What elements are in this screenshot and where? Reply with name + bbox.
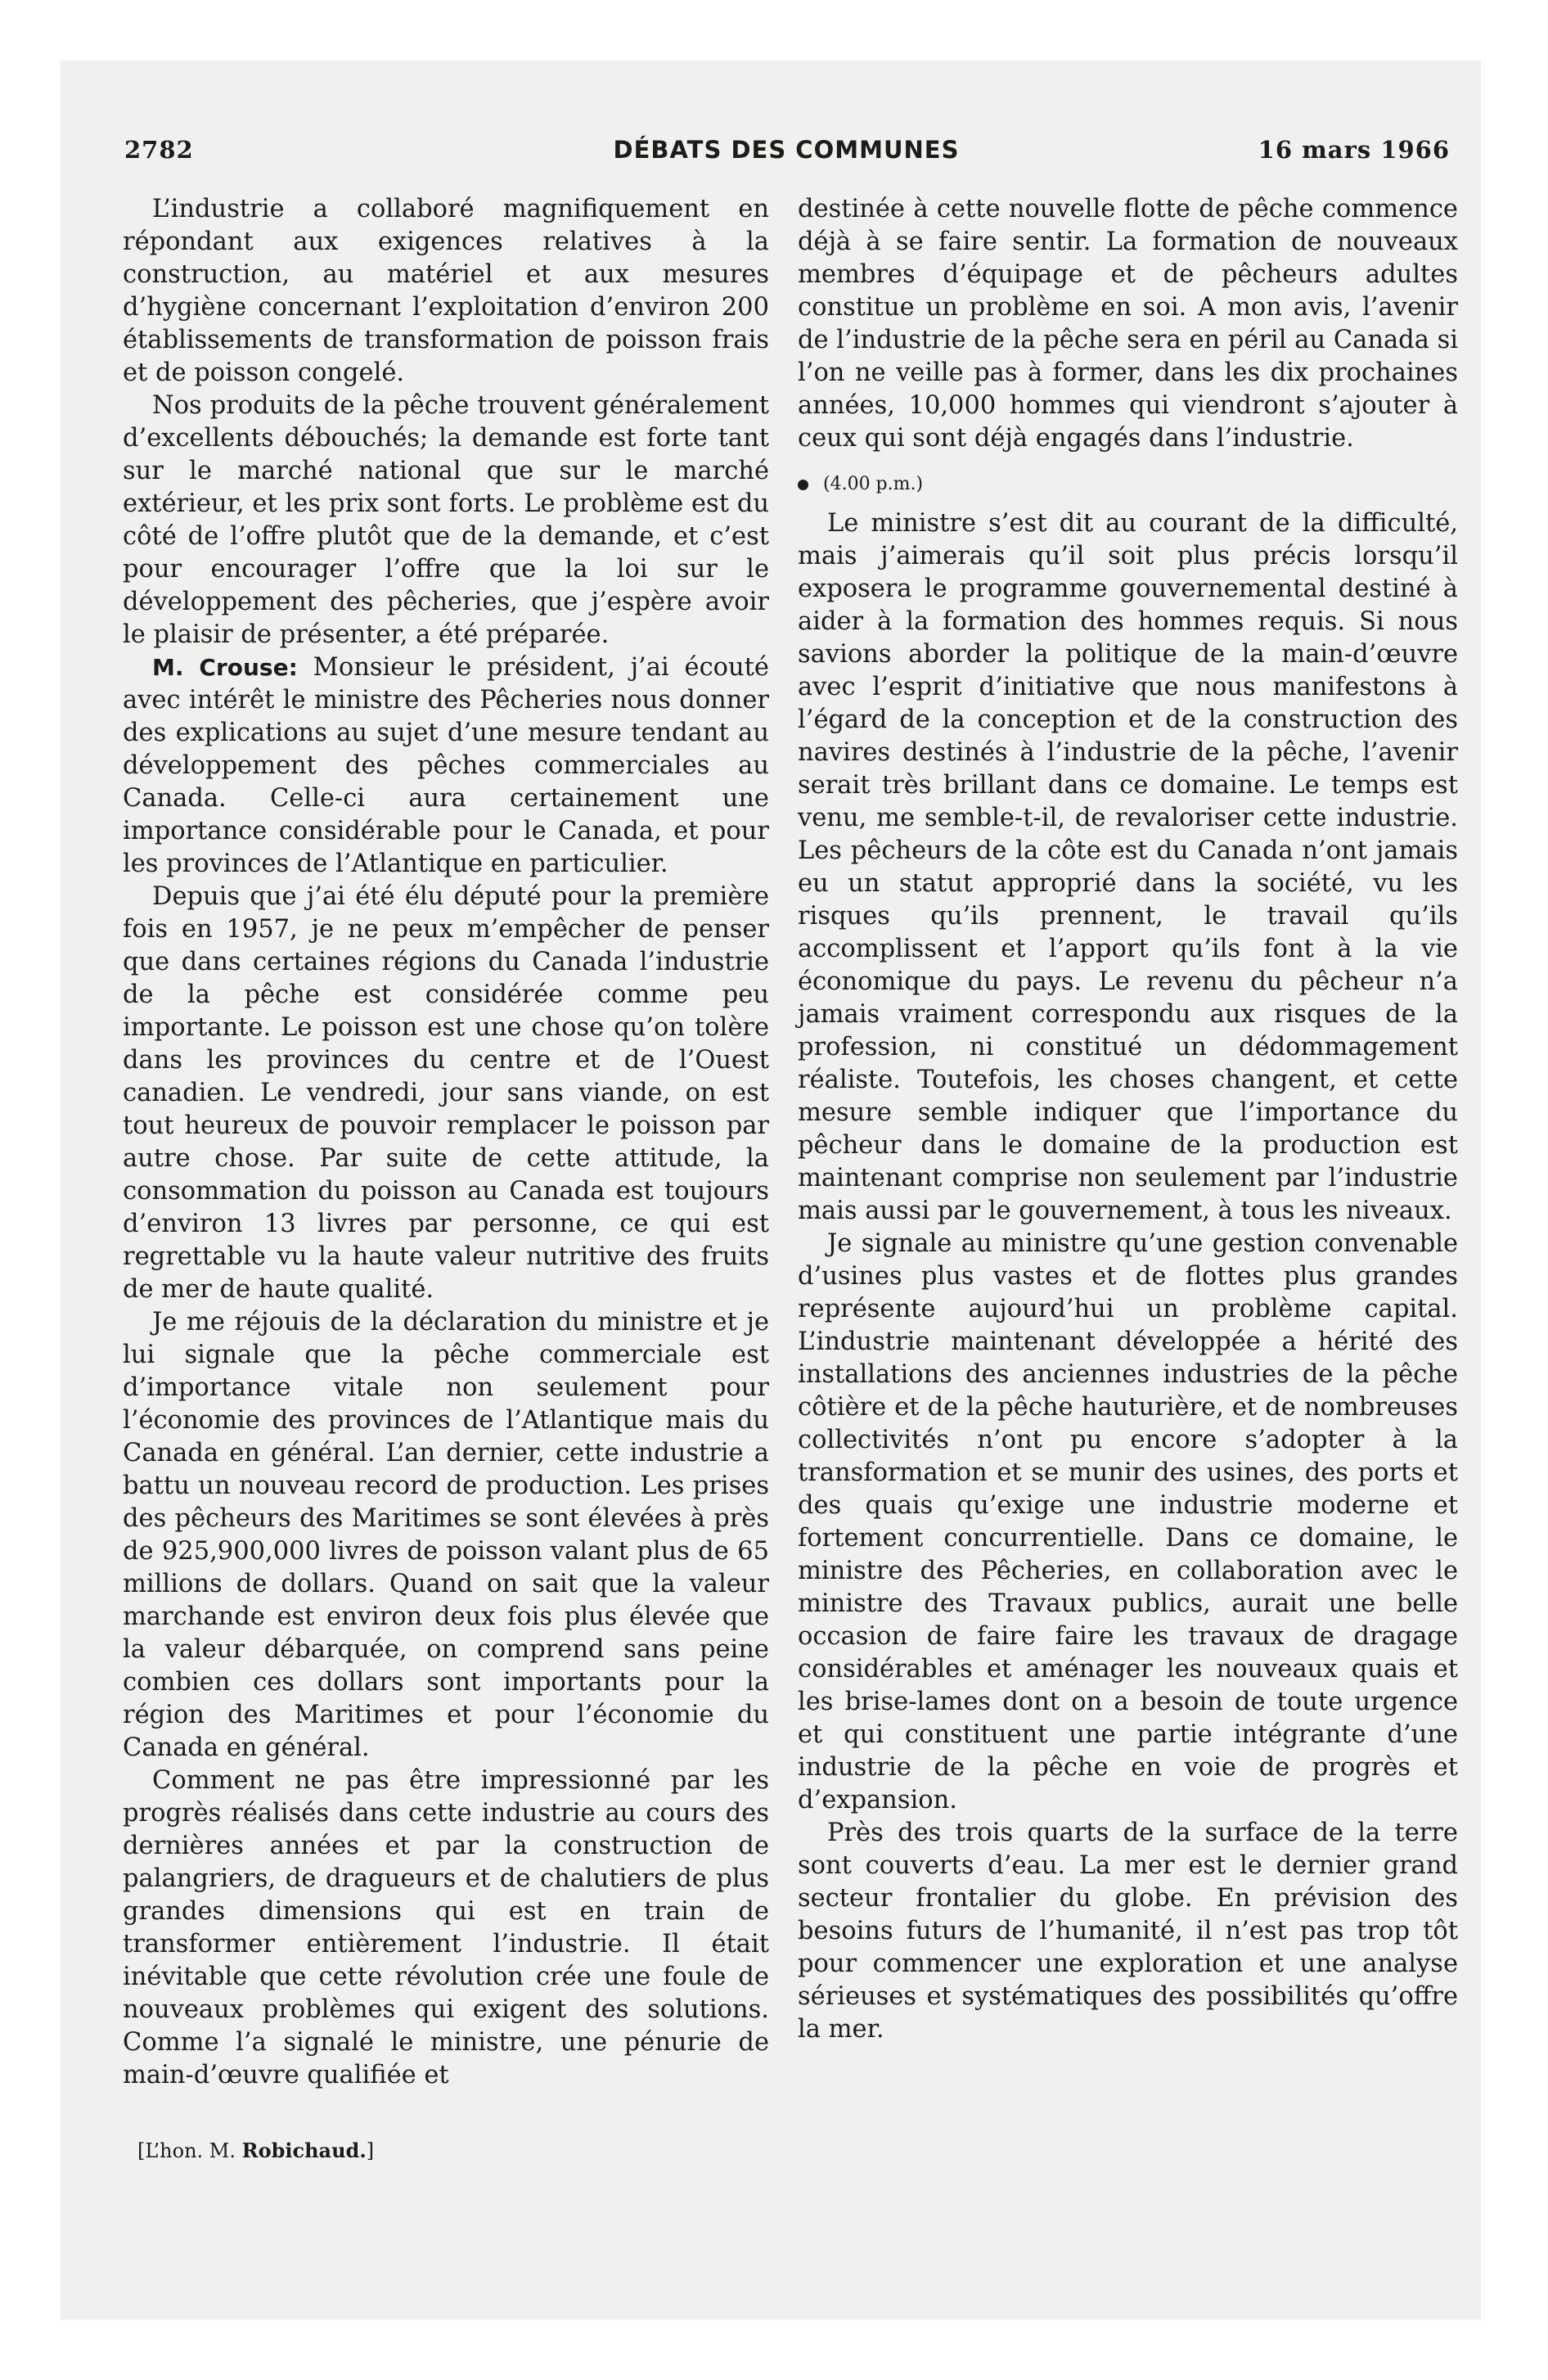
speaker-paragraph xyxy=(123,651,769,881)
paragraph: Depuis que j’ai été élu député pour la première fois en 1957, je ne peux m’empêcher de penser que dans certaines régions du Canada l’industrie de la pêche est considérée comme peu importante. Le poisson est une chose qu’on tolère dans les provinces du centre et de l’Ouest canadien. Le vendredi, jour sans viande, on est tout heureux de pouvoir remplacer le poisson par autre chose. Par suite de cette attitude, la consommation du poisson au Canada est toujours d’environ 13 livres par personne, ce qui est regrettable vu la haute valeur nutritive des fruits de mer de haute qualité. xyxy=(123,882,769,1304)
paragraph: Comment ne pas être impressionné par les progrès réalisés dans cette industrie au cours des dernières années et par la construction de palangriers, de dragueurs et de chalutiers de plus grandes dimensions qui est en train de transformer entièrement l’industrie. Il était inévitable que cette révolution crée une foule de nouveaux problèmes qui exigent des solutions. Comme l’a signalé le ministre, une pénurie de main-d’œuvre qualifiée et xyxy=(123,1766,769,2089)
publication-title: DÉBATS DES COMMUNES xyxy=(613,136,960,164)
speaker-text: Monsieur le président, j’ai écouté avec intérêt le ministre des Pêcheries nous donner des explications au sujet d’une mesure tendant au développement des pêches commerciales au Canada. Celle-ci aura certainement une importance considérable pour le Canada, et pour les provinces de l’Atlantique en particulier. xyxy=(123,653,769,878)
footer-open: [L’hon. M. xyxy=(137,2139,242,2162)
speaker-footer xyxy=(137,2134,374,2167)
sitting-date: 16 mars 1966 xyxy=(1258,136,1450,164)
page-header xyxy=(123,129,1450,170)
left-column xyxy=(123,193,769,2092)
bullet-icon xyxy=(798,480,808,490)
paragraph: Nos produits de la pêche trouvent généralement d’excellents débouchés; la demande est forte tant sur le marché national que sur le marché extérieur, et les prix sont forts. Le problème est du côté de l’offre plutôt que de la demande, et c’est pour encourager l’offre que la loi sur le développement des pêcheries, que j’espère avoir le plaisir de présenter, a été préparée. xyxy=(123,391,769,649)
time-marker-text: (4.00 p.m.) xyxy=(823,474,924,494)
footer-name: Robichaud. xyxy=(241,2139,367,2162)
paragraph: L’industrie a collaboré magnifiquement en répondant aux exigences relatives à la construction, au matériel et aux mesures d’hygiène concernant l’exploitation d’environ 200 établissements de transformation de poisson frais et de poisson congelé. xyxy=(123,195,769,387)
paragraph: Je signale au ministre qu’une gestion convenable d’usines plus vastes et de flottes plus grandes représente aujourd’hui un problème capital. L’industrie maintenant développée a hérité des installations des anciennes industries de la pêche côtière et de la pêche hauturière, et de nombreuses collectivités n’ont pu encore s’adopter à la transformation et se munir des usines, des ports et des quais qu’exige une industrie moderne et fortement concurrentielle. Dans ce domaine, le ministre des Pêcheries, en collaboration avec le ministre des Travaux publics, aurait une belle occasion de faire faire les travaux de dragage considérables et aménager les nouveaux quais et les brise-lames dont on a besoin de toute urgence et qui constituent une partie intégrante d’une industrie de la pêche en voie de progrès et d’expansion. xyxy=(798,1229,1458,1814)
page-number: 2782 xyxy=(124,136,194,164)
right-column xyxy=(798,193,1458,2046)
paragraph: Près des trois quarts de la surface de la terre sont couverts d’eau. La mer est le dernier grand secteur frontalier du globe. En prévision des besoins futurs de l’humanité, il n’est pas trop tôt pour commencer une exploration et une analyse sérieuses et systématiques des possibilités qu’offre la mer. xyxy=(798,1819,1458,2044)
speaker-name: M. Crouse: xyxy=(152,654,298,681)
paragraph: Le ministre s’est dit au courant de la difficulté, mais j’aimerais qu’il soit plus précis lorsqu’il exposera le programme gouvernemental destiné à aider à la formation des hommes requis. Si nous savions aborder la politique de la main-d’œuvre avec l’esprit d’initiative que nous manifestons à l’égard de la conception et de la construction des navires destinés à l’industrie de la pêche, l’avenir serait très brillant dans ce domaine. Le temps est venu, me semble-t-il, de revaloriser cette industrie. Les pêcheurs de la côte est du Canada n’ont jamais eu un statut approprié dans la société, vu les risques qu’ils prennent, le travail qu’ils accomplissent et l’apport qu’ils font à la vie économique du pays. Le revenu du pêcheur n’a jamais vraiment correspondu aux risques de la profession, ni constitué un dédommagement réaliste. Toutefois, les choses changent, et cette mesure semble indiquer que l’importance du pêcheur dans le domaine de la production est maintenant comprise non seulement par l’industrie mais aussi par le gouvernement, à tous les niveaux. xyxy=(798,509,1458,1225)
paragraph: Je me réjouis de la déclaration du ministre et je lui signale que la pêche commerciale est d’importance vitale non seulement pour l’économie des provinces de l’Atlantique mais du Canada en général. L’an dernier, cette industrie a battu un nouveau record de production. Les prises des pêcheurs des Maritimes se sont élevées à près de 925,900,000 livres de poisson valant plus de 65 millions de dollars. Quand on sait que la valeur marchande est environ deux fois plus élevée que la valeur débarquée, on comprend sans peine combien ces dollars sont importants pour la région des Maritimes et pour l’économie du Canada en général. xyxy=(123,1308,769,1762)
continued-paragraph: destinée à cette nouvelle flotte de pêche commence déjà à se faire sentir. La formation de nouveaux membres d’équipage et de pêcheurs adultes constitue un problème en soi. A mon avis, l’avenir de l’industrie de la pêche sera en péril au Canada si l’on ne veille pas à former, dans les dix prochaines années, 10,000 hommes qui viendront s’ajouter à ceux qui sont déjà engagés dans l’industrie. xyxy=(798,195,1458,453)
footer-close: ] xyxy=(366,2139,375,2162)
time-marker xyxy=(798,468,1458,501)
